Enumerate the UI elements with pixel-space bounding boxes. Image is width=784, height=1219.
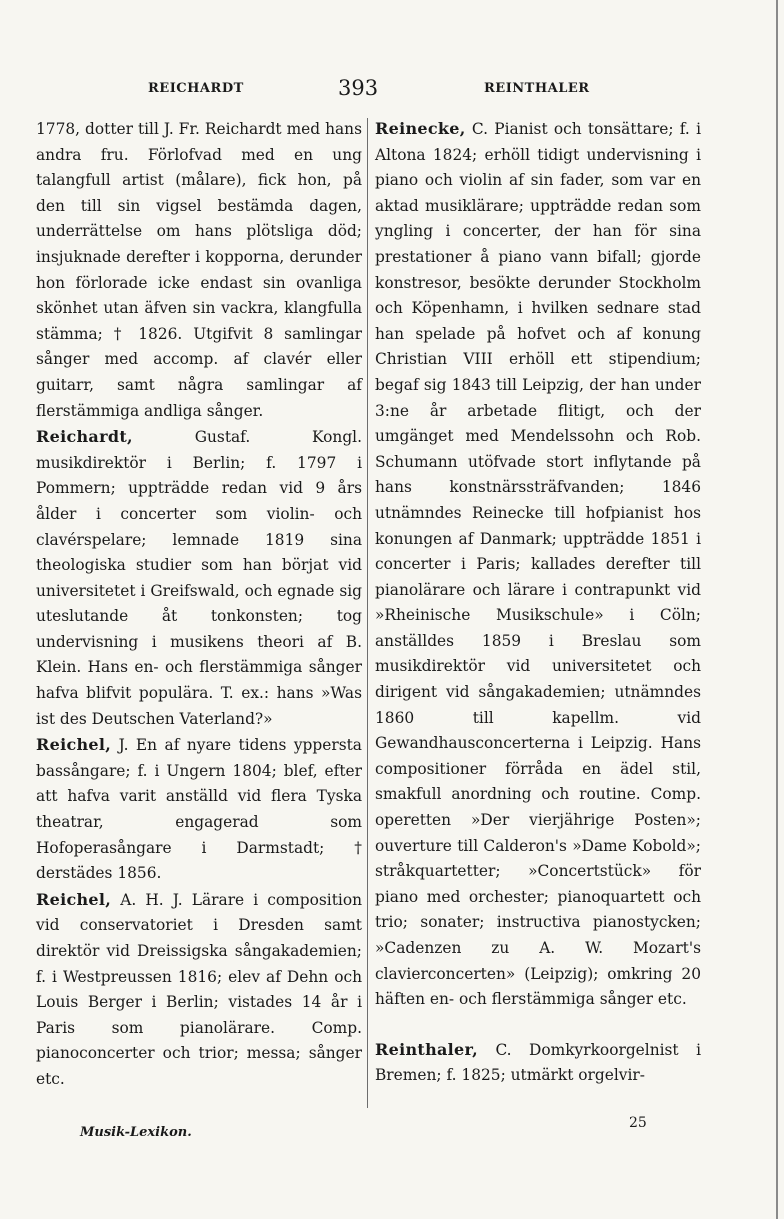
entry-reichel-ahj [36, 887, 362, 1093]
entry-headword: Reichel, [36, 889, 112, 909]
entry-text: C. Pianist och tonsättare; f. i Altona 1824; erhöll tidigt undervisning i piano och violin af sin fader, som var en aktad musiklärare; uppträdde redan som yngling i concerter, der han för sina prestationer å piano vann bifall; gjorde konstresor, besökte derunder Stockholm och Köpenhamn, i hvilken sednare stad han spelade på hofvet och af konung Christian VIII erhöll ett stipendium; begaf sig 1843 till Leipzig, der han under 3:ne år arbetade flitigt, och der umgänget med Mendelssohn och Rob. Schumann utöfvade stort inflytande på hans konstnärssträfvanden; 1846 utnämndes Reinecke till hofpianist hos konungen af Danmark; uppträdde 1851 i concerter i Paris; kallades derefter till pianolärare och lärare i contrapunkt vid »Rheinische Musikschule» i Cöln; anställdes 1859 i Breslau som musikdirektör vid universitetet och dirigent vid sångakademien; utnämndes 1860 till kapellm. vid Gewandhausconcerterna i Leipzig. Hans compositioner förråda en ädel stil, smakfull anordning och routine. Comp. operetten »Der vierjährige Posten»; ouverture till Calderon's »Dame Kobold»; stråkquartetter; »Concertstück» för piano med orchester; pianoquartett och trio; sonater; instructiva pianostycken; »Cadenzen zu A. W. Mozart's clavierconcerten» (Leipzig); omkring 20 häften en- och flerstämmiga sånger etc. [375, 120, 701, 1009]
entry-reinecke [375, 116, 701, 1013]
footer-sheet-number: 25 [629, 1115, 647, 1131]
right-column [375, 116, 701, 1089]
running-header [0, 76, 784, 106]
header-left-word: REICHARDT [148, 81, 244, 96]
entry-reichardt-gustaf [36, 424, 362, 732]
entry-reichel-j [36, 732, 362, 887]
entry-reinthaler [375, 1037, 701, 1089]
entry-headword: Reinecke, [375, 119, 466, 138]
entry-text: Gustaf. Kongl. musikdirektör i Berlin; f. 1797 i Pommern; uppträdde redan vid 9 års ålder i concerter som violin- och clavérspelare; lemnade 1819 sina theologiska studier som han börjat vid universitetet i Greifswald, och egnade sig uteslutande åt tonkonsten; tog undervisning i musikens theori af B. Klein. Hans en- och flerstämmiga sånger hafva blifvit populära. T. ex.: hans »Was ist des Deutschen Vaterland?» [36, 428, 362, 728]
entry-reichardt-continued [36, 116, 362, 424]
entry-text: A. H. J. Lärare i composition vid conservatoriet i Dresden samt direktör vid Dreissigska sångakademien; f. i Westpreussen 1816; elev af Dehn och Louis Berger i Berlin; vistades 14 år i Paris som pianolärare. Comp. pianoconcerter och trior; messa; sånger etc. [36, 890, 362, 1088]
page-edge [776, 0, 778, 1219]
entry-headword: Reichel, [36, 735, 112, 755]
left-column [36, 116, 362, 1093]
entry-spacer [375, 1013, 701, 1037]
footer-signature: Musik-Lexikon. [80, 1125, 192, 1140]
entry-headword: Reichardt, [36, 427, 133, 447]
entry-text: C. Domkyrkoorgelnist i Bremen; f. 1825; utmärkt orgelvir- [375, 1040, 701, 1085]
header-right-word: REINTHALER [484, 81, 590, 96]
page-number: 393 [338, 76, 379, 100]
entry-text: J. En af nyare tidens yppersta bassångare; f. i Ungern 1804; blef, efter att hafva varit anställd vid flera Tyska theatrar, engagerad som Hofoperasångare i Darmstadt; † derstädes 1856. [36, 736, 362, 883]
column-divider [367, 118, 368, 1108]
entry-headword: Reinthaler, [375, 1039, 478, 1059]
entry-text: 1778, dotter till J. Fr. Reichardt med hans andra fru. Förlofvad med en ung talangfull artist (målare), fick hon, på den till sin vigsel bestämda dagen, underrättelse om hans plötsliga död; insjuknade derefter i kopporna, derunder hon förlorade icke endast sin ovanliga skönhet utan äfven sin vackra, klangfulla stämma; † 1826. Utgifvit 8 samlingar sånger med accomp. af clavér eller guitarr, samt några samlingar af flerstämmiga andliga sånger. [36, 120, 362, 420]
